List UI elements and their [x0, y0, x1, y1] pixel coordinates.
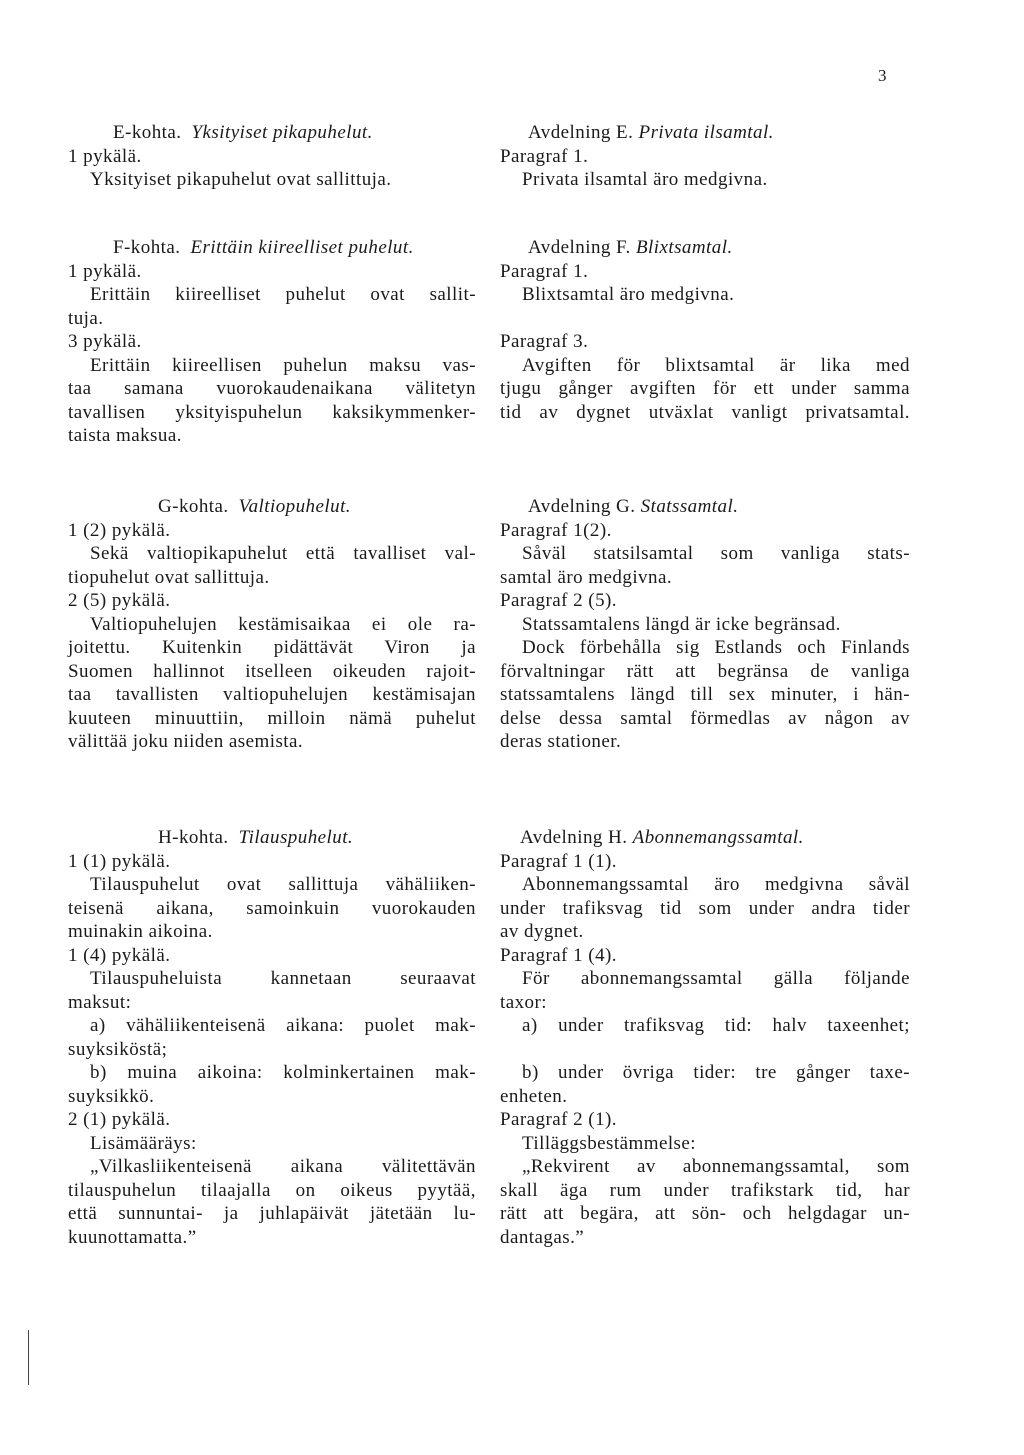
page-number: 3 — [878, 66, 887, 85]
fi-h-t2c: a) vähäliikenteisenä aikana: puolet mak- — [90, 1015, 476, 1036]
fi-h-t3a: Lisämääräys: — [90, 1132, 197, 1154]
fi-h-t1b: teisenä aikana, samoinkuin vuorokauden — [68, 897, 476, 919]
fi-h-head: H-kohta. — [158, 827, 229, 848]
fi-h-t3b: „Vilkasliikenteisenä aikana välitettävän — [90, 1156, 476, 1177]
fi-h-t2b: maksut: — [68, 991, 132, 1013]
sv-h-head: Avdelning H. — [520, 827, 628, 848]
fi-h-title: Tilauspuhelut. — [238, 827, 354, 848]
fi-section-e — [68, 121, 476, 192]
fi-f-head: F-kohta. — [113, 237, 181, 258]
fi-g-t2f: välittää joku niiden asemista. — [68, 731, 304, 752]
fi-f-p1: 1 pykälä. — [68, 260, 142, 282]
fi-g-head: G-kohta. — [158, 496, 229, 517]
sv-h-t3c: skall äga rum under trafikstark tid, har — [500, 1179, 910, 1201]
fi-g-title: Valtiopuhelut. — [238, 496, 352, 517]
sv-h-t3e: dantagas.” — [500, 1226, 585, 1248]
fi-h-t2d: suyksiköstä; — [68, 1038, 168, 1060]
sv-f-p3: Paragraf 3. — [500, 331, 589, 352]
fi-g-t2d: taa tavallisten valtiopuhelujen kestämisajan — [68, 684, 476, 705]
sv-section-h — [500, 826, 910, 1249]
fi-section-h — [68, 826, 476, 1249]
fi-g-t2b: joitettu. Kuitenkin pidättävät Viron ja — [68, 637, 476, 658]
sv-e-heading — [500, 121, 910, 145]
fi-g-heading — [68, 495, 476, 519]
fi-h-t1a: Tilauspuhelut ovat sallittuja vähäliiken- — [90, 874, 476, 895]
sv-e-t1: Privata ilsamtal äro medgivna. — [522, 169, 768, 190]
sv-g-t1b: samtal äro medgivna. — [500, 566, 673, 588]
fi-f-t3d: taista maksua. — [68, 425, 182, 446]
sv-g-t2f: deras stationer. — [500, 731, 622, 752]
fi-f-title: Erittäin kiireelliset puhelut. — [190, 237, 414, 258]
sv-h-t3b: „Rekvirent av abonnemangssamtal, som — [522, 1156, 910, 1177]
fi-f-t1b: tuja. — [68, 307, 104, 329]
fi-g-p2: 2 (5) pykälä. — [68, 590, 171, 611]
fi-e-t1: Yksityiset pikapuhelut ovat sallittuja. — [90, 169, 392, 190]
fi-h-t2e: b) muina aikoina: kolminkertainen mak- — [90, 1062, 476, 1083]
sv-h-title: Abonnemangssamtal. — [632, 827, 804, 848]
sv-section-g — [500, 495, 910, 754]
sv-f-title: Blixtsamtal. — [635, 237, 733, 258]
sv-f-t1: Blixtsamtal äro medgivna. — [522, 284, 735, 305]
sv-h-t3a: Tilläggsbestämmelse: — [522, 1132, 697, 1154]
sv-g-t2d: statssamtalens längd till sex minuter, i hän- — [500, 684, 910, 705]
sv-h-p2: Paragraf 1 (4). — [500, 944, 618, 966]
sv-section-e — [500, 121, 910, 192]
fi-h-heading — [68, 826, 476, 850]
fi-f-t1a: Erittäin kiireelliset puhelut ovat sallit- — [90, 284, 476, 305]
sv-e-p1: Paragraf 1. — [500, 145, 589, 167]
sv-g-t1a: Såväl statsilsamtal som vanliga stats- — [522, 543, 910, 564]
sv-h-p3: Paragraf 2 (1). — [500, 1109, 618, 1130]
sv-h-t1b: under trafiksvag tid som under andra tider — [500, 897, 910, 919]
fi-section-g — [68, 495, 476, 754]
fi-f-t3c: tavallisen yksityispuhelun kaksikymmenker- — [68, 401, 476, 423]
sv-f-heading — [500, 236, 910, 260]
sv-h-t2c: a) under trafiksvag tid: halv taxeenhet; — [522, 1015, 910, 1036]
fi-g-t1a: Sekä valtiopikapuhelut että tavalliset val- — [90, 543, 476, 564]
fi-h-p1: 1 (1) pykälä. — [68, 850, 171, 872]
fi-e-head: E-kohta. — [113, 122, 182, 143]
fi-g-t1b: tiopuhelut ovat sallittuja. — [68, 566, 270, 588]
fi-h-t3d: että sunnuntai- ja juhlapäivät jätetään lu- — [68, 1203, 476, 1224]
sv-f-t3c: tid av dygnet utväxlat vanligt privatsamtal. — [500, 401, 910, 423]
fi-g-t2a: Valtiopuhelujen kestämisaikaa ei ole ra- — [90, 613, 476, 635]
fi-section-f — [68, 236, 476, 448]
fi-f-t3a: Erittäin kiireellisen puhelun maksu vas- — [90, 354, 476, 376]
fi-f-t3b: taa samana vuorokaudenaikana välitetyn — [68, 378, 476, 399]
fi-g-t2c: Suomen hallinnot itselleen oikeuden rajoit- — [68, 660, 476, 682]
sv-h-t1c: av dygnet. — [500, 921, 584, 942]
fi-g-p1: 1 (2) pykälä. — [68, 519, 171, 541]
sv-e-title: Privata ilsamtal. — [638, 122, 774, 143]
fi-e-title: Yksityiset pikapuhelut. — [191, 122, 373, 143]
fi-h-p2: 1 (4) pykälä. — [68, 944, 171, 966]
sv-g-head: Avdelning G. — [528, 496, 636, 517]
sv-g-title: Statssamtal. — [640, 496, 739, 517]
fi-e-p1: 1 pykälä. — [68, 145, 142, 167]
fi-f-heading — [68, 236, 476, 260]
sv-h-p1: Paragraf 1 (1). — [500, 850, 618, 872]
sv-h-t2d: b) under övriga tider: tre gånger taxe- — [522, 1062, 910, 1083]
sv-g-p2: Paragraf 2 (5). — [500, 590, 618, 611]
fi-h-t1c: muinakin aikoina. — [68, 921, 213, 942]
fi-e-heading — [68, 121, 476, 145]
sv-g-t2b: Dock förbehålla sig Estlands och Finlands — [522, 637, 910, 658]
sv-h-heading — [500, 826, 910, 850]
sv-h-t2a: För abonnemangssamtal gälla följande — [522, 968, 910, 989]
fi-g-t2e: kuuteen minuuttiin, milloin nämä puhelut — [68, 707, 476, 729]
sv-h-t3d: rätt att begära, att sön- och helgdagar un- — [500, 1203, 910, 1224]
sv-f-t3b: tjugu gånger avgiften för ett under samma — [500, 378, 910, 399]
sv-h-t2b: taxor: — [500, 991, 548, 1013]
sv-g-p1: Paragraf 1(2). — [500, 519, 612, 541]
fi-h-t2f: suyksikkö. — [68, 1085, 155, 1107]
fi-h-t3c: tilauspuhelun tilaajalla on oikeus pyytää, — [68, 1179, 476, 1201]
margin-rule — [28, 1330, 29, 1385]
sv-f-head: Avdelning F. — [528, 237, 631, 258]
fi-f-p3: 3 pykälä. — [68, 331, 142, 352]
sv-h-t1a: Abonnemangssamtal äro medgivna såväl — [522, 874, 910, 895]
sv-e-head: Avdelning E. — [528, 122, 634, 143]
fi-h-t3e: kuunottamatta.” — [68, 1226, 197, 1248]
fi-h-t2a: Tilauspuheluista kannetaan seuraavat — [90, 968, 476, 989]
fi-h-p3: 2 (1) pykälä. — [68, 1109, 171, 1130]
sv-section-f — [500, 236, 910, 424]
sv-g-t2c: förvaltningar rätt att begränsa de vanliga — [500, 660, 910, 682]
sv-g-t2e: delse dessa samtal förmedlas av någon av — [500, 707, 910, 729]
sv-h-t2e: enheten. — [500, 1085, 568, 1107]
sv-f-p1: Paragraf 1. — [500, 260, 589, 282]
sv-f-t3a: Avgiften för blixtsamtal är lika med — [522, 354, 910, 376]
sv-g-t2a: Statssamtalens längd är icke begränsad. — [522, 613, 841, 635]
sv-g-heading — [500, 495, 910, 519]
